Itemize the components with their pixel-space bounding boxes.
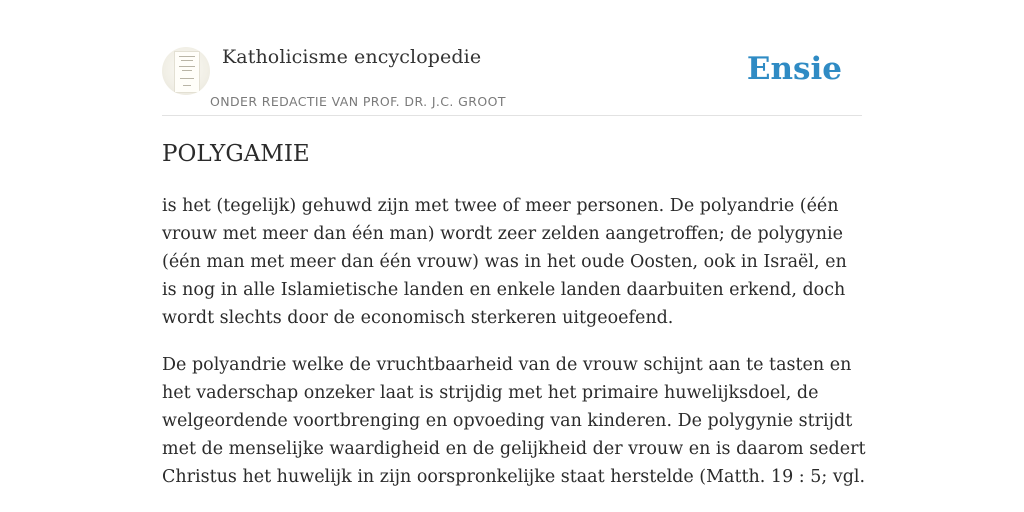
ensie-brand-logo[interactable]: Ensie	[746, 51, 842, 87]
article-heading: POLYGAMIE	[162, 141, 310, 167]
article-paragraph-1: is het (tegelijk) gehuwd zijn met twee of meer personen. De polyandrie (één vrouw met meer dan één man) wordt zeer zelden aangetroffen; de polygynie (één man met meer dan één vrouw) was in het oude Oosten, ook in Israël, en is nog in alle Islamietische landen en enkele landen daarbuiten erkend, doch wordt slechts door de economisch sterkeren uitgeoefend.	[162, 196, 847, 328]
encyclopedia-title[interactable]: Katholicisme encyclopedie	[222, 46, 482, 68]
editor-subtitle: ONDER REDACTIE VAN PROF. DR. J.C. GROOT	[210, 94, 506, 109]
book-page-icon	[174, 51, 200, 93]
header	[162, 40, 862, 116]
article-paragraph-2: De polyandrie welke de vruchtbaarheid van de vrouw schijnt aan te tasten en het vaderschap onzeker laat is strijdig met het primaire huwelijksdoel, de welgeordende voortbrenging en opvoeding van kinderen. De polygynie strijdt met de menselijke waardigheid en de gelijkheid der vrouw en is daarom sedert Christus het huwelijk in zijn oorspronkelijke staat herstelde (Matth. 19 : 5; vgl.	[162, 355, 866, 487]
header-divider	[162, 115, 862, 116]
book-cover-logo[interactable]	[162, 47, 210, 95]
